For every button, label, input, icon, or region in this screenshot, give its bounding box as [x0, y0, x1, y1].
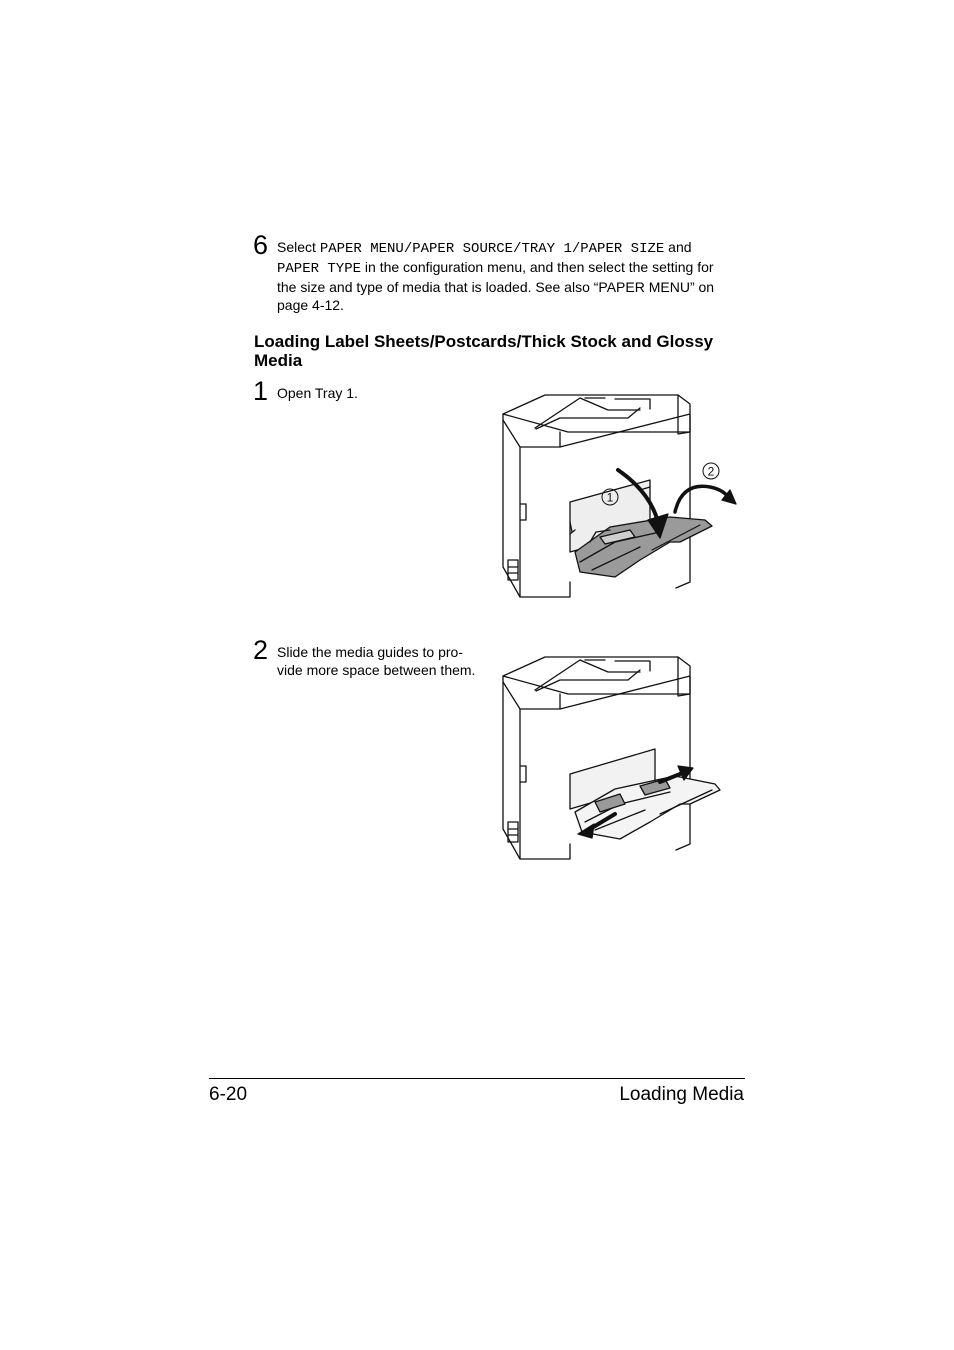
- step-6-line-1: [277, 238, 757, 258]
- step-6-text-part: in the configuration menu, and then select the setting for: [361, 259, 714, 275]
- step-6-text: [277, 238, 757, 314]
- menu-path-paper-type: PAPER TYPE: [277, 261, 362, 277]
- step-6-text-part: Select: [277, 239, 320, 255]
- step-number-6: 6: [253, 230, 269, 260]
- figure-slide-media-guides: [500, 654, 740, 864]
- page-number: 6-20: [209, 1084, 248, 1105]
- step-1-text: Open Tray 1.: [277, 385, 358, 401]
- step-6-line-2: [277, 258, 757, 278]
- step-6-line-3: the size and type of media that is loaded. See also “PAPER MENU” on: [277, 279, 715, 295]
- section-heading-line-2: Media: [254, 351, 303, 370]
- section-heading-line-1: Loading Label Sheets/Postcards/Thick Stock and Glossy: [254, 332, 714, 351]
- step-6-text-part: and: [664, 239, 692, 255]
- step-number-1: 1: [253, 376, 269, 406]
- step-2-line-2: vide more space between them.: [277, 662, 476, 678]
- figure-callout-2: 2: [707, 464, 715, 479]
- step-2-line-1: Slide the media guides to pro-: [277, 644, 463, 660]
- section-heading: [254, 332, 754, 370]
- figure-callout-1: 1: [606, 490, 614, 505]
- figure-open-tray-1: [500, 392, 740, 602]
- step-2-text: [277, 643, 475, 679]
- step-number-2: 2: [253, 635, 269, 665]
- step-6-line-4: page 4-12.: [277, 297, 344, 313]
- chapter-title: Loading Media: [619, 1084, 744, 1105]
- footer-divider: [209, 1078, 745, 1079]
- menu-path-paper-size: PAPER MENU/PAPER SOURCE/TRAY 1/PAPER SIZE: [319, 241, 665, 257]
